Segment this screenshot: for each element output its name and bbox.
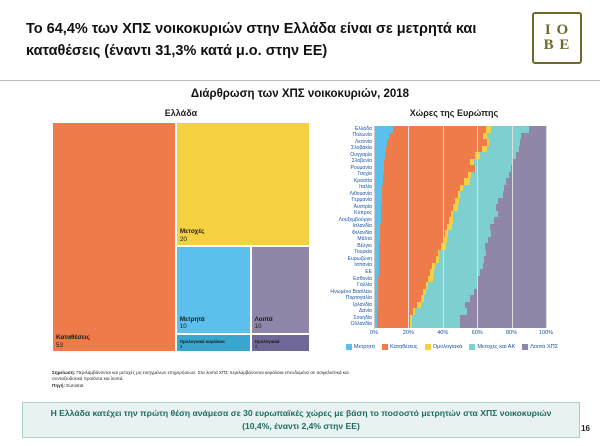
treemap-cell-value: 10: [179, 323, 187, 331]
treemap-panel-label: Ελλάδα: [164, 108, 198, 118]
legend-swatch: [522, 344, 528, 350]
bar-category-label: Ισπανία: [354, 262, 372, 269]
treemap-cell-value: 3: [179, 344, 183, 350]
barchart-panel-label: Χώρες της Ευρώπης: [409, 108, 499, 118]
bar-category-label: Ηνωμένο Βασίλειο: [330, 288, 372, 295]
bar-segment: [460, 321, 547, 329]
bar-category-label: Φιλανδία: [351, 229, 372, 236]
legend-swatch: [425, 344, 431, 350]
bar-category-label: Ρουμανία: [350, 164, 372, 171]
treemap-cell-label: Ομολογιακά: [254, 339, 280, 345]
bar-category-label: Ολλανδία: [350, 321, 372, 328]
footnote-text: Περιλαμβάνονται και μετοχές μη εισηγμένων επιχειρήσεων. Στα λοιπά ΧΠΣ περιλαμβάνονται κεφάλαια επενδυμένα σε ασφαλιστικά και συνταξιοδοτικά προϊόντα και λοιπά.: [52, 370, 349, 382]
legend-swatch: [469, 344, 475, 350]
bar-segment: [412, 321, 460, 329]
bar-category-label: Βέλγιο: [357, 242, 372, 249]
gridline: [546, 126, 547, 328]
source-prefix: Πηγή:: [52, 383, 66, 388]
x-tick-label: 60%: [471, 330, 483, 336]
bar-category-label: Γαλλία: [357, 282, 372, 289]
gridline: [408, 126, 409, 328]
bar-category-label: Λουξεμβούργο: [338, 216, 372, 223]
summary-banner-text: Η Ελλάδα κατέχει την πρώτη θέση ανάμεσα σε 30 ευρωπαϊκές χώρες με βάση το ποσοστό μετρητών στα ΧΠΣ νοικοκυριών (10,4%, έναντι 2,4% στην ΕΕ): [50, 408, 552, 431]
logo-text: [544, 23, 571, 53]
bar-x-axis: [369, 330, 554, 340]
treemap-cell: [52, 122, 176, 352]
page-number: 16: [581, 424, 590, 433]
chart-source: [52, 383, 352, 388]
x-tick-label: 80%: [505, 330, 518, 336]
x-tick-label: 100%: [538, 330, 554, 336]
bar-category-label: Ευρωζώνη: [347, 255, 372, 262]
bar-plot-area: [330, 125, 547, 329]
bar-category-label: Εσθονία: [353, 275, 372, 282]
europe-stacked-bar-chart: [318, 122, 580, 354]
legend-label: Μετρητά: [353, 344, 375, 350]
chart-title: Διάρθρωση των ΧΠΣ νοικοκυριών, 2018: [190, 88, 410, 100]
legend-item[interactable]: [469, 344, 515, 350]
bar-category-label: Αυστρία: [353, 203, 372, 210]
bar-category-label: Τσεχία: [357, 171, 372, 178]
treemap-cell: [251, 334, 310, 352]
bar-category-label: Γερμανία: [351, 197, 372, 204]
gridline: [477, 126, 478, 328]
chart-footnote: [52, 370, 352, 382]
bar-category-label: Σλοβενία: [351, 158, 372, 165]
gridline: [443, 126, 444, 328]
bar-category-label: Λιθουανία: [349, 190, 372, 197]
bar-category-label: Πολωνία: [352, 132, 372, 139]
legend-item[interactable]: [382, 344, 418, 350]
treemap-cell-label: Μετοχές: [179, 228, 205, 236]
page-title: Το 64,4% των ΧΠΣ νοικοκυριών στην Ελλάδα είναι σε μετρητά και καταθέσεις (έναντι 31,3% κατά μ.ο. στην ΕΕ): [26, 21, 477, 60]
bar-row: [350, 321, 547, 328]
treemap-cell-label: Ομολογιακά κεφάλαια: [179, 339, 225, 345]
legend-label: Λοιπά ΧΠΣ: [530, 344, 559, 350]
greece-treemap: [52, 122, 310, 352]
bar-category-label: Λετονία: [354, 138, 372, 145]
x-tick-label: 0%: [369, 330, 379, 336]
bar-category-label: Πορτογαλία: [345, 295, 372, 302]
legend-swatch: [382, 344, 388, 350]
footnote-prefix: Σημείωση:: [52, 370, 76, 375]
legend-item[interactable]: [425, 344, 463, 350]
bar-category-label: ΕΕ: [365, 269, 372, 275]
treemap-cell-label: Λοιπά: [254, 316, 273, 324]
summary-banner: [22, 402, 580, 438]
legend-label: Καταθέσεις: [389, 344, 418, 350]
treemap-cell-value: 3: [254, 344, 258, 350]
legend-label: Ομολογιακά: [432, 344, 463, 350]
treemap-cell-value: 53: [56, 341, 64, 349]
logo-line-1: I O: [544, 22, 570, 38]
iobe-logo: [532, 12, 582, 64]
treemap-cell-value: 20: [179, 235, 187, 243]
gridline: [512, 126, 513, 328]
bar-category-label: Ελλάδα: [354, 125, 372, 132]
legend-item[interactable]: [346, 344, 375, 350]
treemap-cell-label: Καταθέσεις: [56, 334, 90, 342]
bar-category-label: Τουρκία: [354, 249, 372, 256]
bar-category-label: Κύπρος: [354, 210, 372, 217]
treemap-cell-value: 10: [254, 323, 262, 331]
bar-segment: [377, 321, 410, 329]
bar-category-label: Ουγγαρία: [350, 151, 372, 158]
treemap-cell: [176, 334, 251, 352]
bar-category-label: Σουηδία: [353, 314, 372, 321]
treemap-cell: [176, 246, 251, 333]
legend-item[interactable]: [522, 344, 558, 350]
bar-category-label: Ισλανδία: [352, 223, 372, 230]
bar-category-label: Σλοβακία: [351, 145, 372, 152]
slide-header: [0, 0, 600, 81]
bar-legend: [324, 344, 580, 350]
bar-category-label: Ιταλία: [359, 184, 372, 191]
source-text: Eurostat: [66, 383, 84, 388]
treemap-cell: [251, 246, 310, 333]
logo-line-2: B E: [543, 37, 571, 53]
bar-category-label: Μάλτα: [357, 236, 372, 243]
bar-category-label: Ιρλανδία: [352, 301, 372, 308]
x-tick-label: 40%: [437, 330, 449, 336]
bar-category-label: Δανία: [359, 308, 372, 315]
bar-category-label: Κροατία: [353, 177, 372, 184]
legend-swatch: [346, 344, 352, 350]
legend-label: Μετοχές και ΑΚ: [477, 344, 516, 350]
treemap-cell-label: Μετρητά: [179, 316, 205, 324]
treemap-cell: [176, 122, 310, 246]
x-tick-label: 20%: [402, 330, 414, 336]
